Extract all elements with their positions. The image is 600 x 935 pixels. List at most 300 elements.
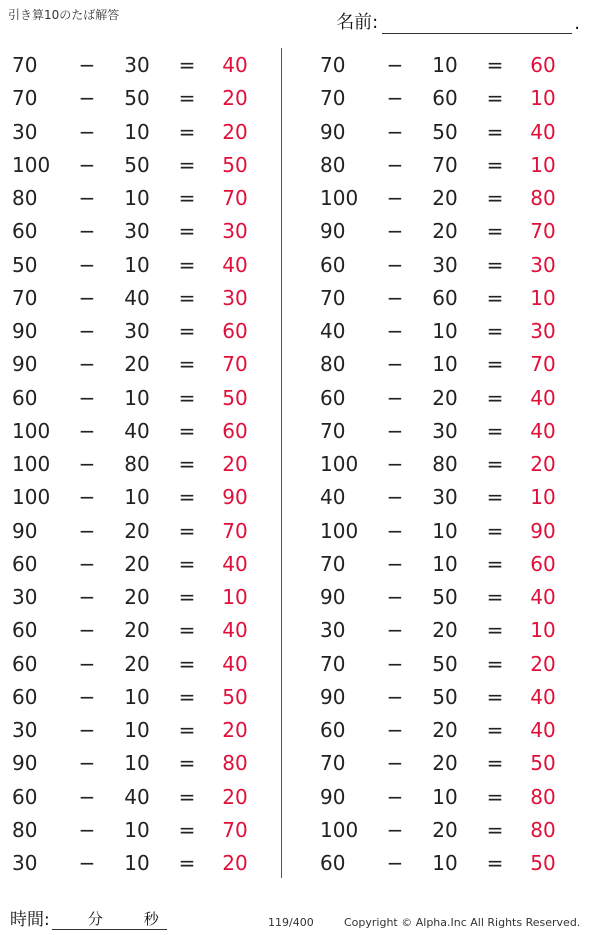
column-divider xyxy=(281,48,282,878)
minus-sign: − xyxy=(386,651,404,676)
equals-sign: = xyxy=(486,219,504,244)
equals-sign: = xyxy=(178,485,196,510)
problem-row xyxy=(12,847,262,880)
equals-sign: = xyxy=(178,186,196,210)
minus-sign: − xyxy=(78,219,96,244)
name-field xyxy=(336,8,580,34)
equals-sign: = xyxy=(178,651,196,676)
answer: 60 xyxy=(530,551,556,576)
problem-row xyxy=(320,249,570,282)
minuend: 60 xyxy=(320,718,346,742)
minus-sign: − xyxy=(386,751,404,776)
minuend: 60 xyxy=(320,385,346,410)
problem-row xyxy=(12,515,262,548)
minuend: 80 xyxy=(12,817,38,842)
problem-row xyxy=(320,781,570,814)
subtrahend: 20 xyxy=(124,618,150,643)
equals-sign: = xyxy=(178,152,196,177)
minus-sign: − xyxy=(78,618,96,643)
subtrahend: 30 xyxy=(124,219,150,244)
time-blank-line[interactable] xyxy=(52,909,167,930)
problem-row xyxy=(12,814,262,847)
subtrahend: 20 xyxy=(124,352,150,377)
problem-row xyxy=(12,681,262,714)
equals-sign: = xyxy=(486,53,504,77)
answer: 40 xyxy=(222,651,248,676)
answer: 20 xyxy=(530,651,556,676)
answer: 40 xyxy=(530,119,556,144)
problem-row xyxy=(12,481,262,514)
minuend: 90 xyxy=(12,751,38,776)
minuend: 40 xyxy=(320,485,346,510)
minuend: 30 xyxy=(12,718,38,742)
problem-row xyxy=(12,781,262,814)
minus-sign: − xyxy=(386,319,404,343)
minuend: 100 xyxy=(320,452,359,476)
answer: 40 xyxy=(530,385,556,410)
name-label: 名前: xyxy=(336,12,379,33)
minus-sign: − xyxy=(78,585,96,609)
subtrahend: 20 xyxy=(124,651,150,676)
problem-row xyxy=(320,448,570,481)
subtrahend: 20 xyxy=(432,186,458,210)
minuend: 50 xyxy=(12,252,38,277)
subtrahend: 10 xyxy=(432,352,458,377)
answer: 80 xyxy=(222,751,248,776)
minuend: 60 xyxy=(12,784,38,809)
minuend: 100 xyxy=(12,418,51,443)
subtrahend: 30 xyxy=(432,485,458,510)
answer: 70 xyxy=(222,186,248,210)
equals-sign: = xyxy=(178,252,196,277)
answer: 60 xyxy=(222,319,248,343)
problem-row xyxy=(12,149,262,182)
minus-sign: − xyxy=(386,86,404,111)
minus-sign: − xyxy=(386,684,404,709)
answer: 70 xyxy=(530,219,556,244)
minutes-label: 分 xyxy=(87,910,103,928)
equals-sign: = xyxy=(486,651,504,676)
seconds-label: 秒 xyxy=(143,910,159,928)
equals-sign: = xyxy=(178,319,196,343)
equals-sign: = xyxy=(178,684,196,709)
equals-sign: = xyxy=(486,518,504,543)
equals-sign: = xyxy=(178,418,196,443)
minus-sign: − xyxy=(386,152,404,177)
answer: 20 xyxy=(222,784,248,809)
equals-sign: = xyxy=(178,718,196,742)
minus-sign: − xyxy=(386,851,404,875)
minus-sign: − xyxy=(78,418,96,443)
equals-sign: = xyxy=(178,53,196,77)
equals-sign: = xyxy=(486,684,504,709)
subtrahend: 10 xyxy=(124,485,150,510)
minuend: 100 xyxy=(12,485,51,510)
problem-row xyxy=(320,49,570,82)
minuend: 70 xyxy=(320,651,346,676)
equals-sign: = xyxy=(486,817,504,842)
answer: 90 xyxy=(530,518,556,543)
problem-row xyxy=(12,215,262,248)
answer: 40 xyxy=(222,551,248,576)
problem-row xyxy=(320,348,570,381)
problem-row xyxy=(320,847,570,880)
minus-sign: − xyxy=(78,152,96,177)
subtrahend: 50 xyxy=(432,119,458,144)
problem-row xyxy=(12,747,262,780)
problem-row xyxy=(320,382,570,415)
subtrahend: 40 xyxy=(124,418,150,443)
problem-row xyxy=(12,315,262,348)
equals-sign: = xyxy=(178,751,196,776)
minus-sign: − xyxy=(78,751,96,776)
subtrahend: 10 xyxy=(432,851,458,875)
answer: 40 xyxy=(530,684,556,709)
equals-sign: = xyxy=(486,452,504,476)
problem-row xyxy=(12,116,262,149)
subtrahend: 10 xyxy=(124,252,150,277)
subtrahend: 50 xyxy=(432,585,458,609)
minuend: 30 xyxy=(12,119,38,144)
subtrahend: 30 xyxy=(124,319,150,343)
name-blank-line[interactable] xyxy=(382,15,572,34)
subtrahend: 10 xyxy=(124,385,150,410)
minus-sign: − xyxy=(78,53,96,77)
minus-sign: − xyxy=(78,684,96,709)
subtrahend: 10 xyxy=(124,751,150,776)
minus-sign: − xyxy=(78,119,96,144)
problem-row xyxy=(12,49,262,82)
minuend: 90 xyxy=(12,352,38,377)
minus-sign: − xyxy=(386,385,404,410)
problem-row xyxy=(320,681,570,714)
problem-row xyxy=(320,747,570,780)
subtrahend: 20 xyxy=(432,817,458,842)
answer: 20 xyxy=(530,452,556,476)
equals-sign: = xyxy=(486,119,504,144)
equals-sign: = xyxy=(486,186,504,210)
minuend: 90 xyxy=(12,518,38,543)
equals-sign: = xyxy=(486,585,504,609)
answer: 10 xyxy=(530,152,556,177)
answer: 80 xyxy=(530,784,556,809)
minuend: 60 xyxy=(12,618,38,643)
minus-sign: − xyxy=(386,485,404,510)
problem-row xyxy=(12,448,262,481)
subtrahend: 20 xyxy=(124,585,150,609)
subtrahend: 10 xyxy=(124,186,150,210)
subtrahend: 40 xyxy=(124,784,150,809)
minus-sign: − xyxy=(386,784,404,809)
copyright-notice: Copyright © Alpha.Inc All Rights Reserved. xyxy=(344,916,581,929)
equals-sign: = xyxy=(178,86,196,111)
minuend: 70 xyxy=(12,86,38,111)
answer: 30 xyxy=(530,319,556,343)
answer: 10 xyxy=(222,585,248,609)
equals-sign: = xyxy=(486,319,504,343)
minuend: 100 xyxy=(320,817,359,842)
problem-row xyxy=(12,581,262,614)
answer: 70 xyxy=(222,518,248,543)
equals-sign: = xyxy=(178,551,196,576)
subtrahend: 30 xyxy=(124,53,150,77)
minus-sign: − xyxy=(386,452,404,476)
equals-sign: = xyxy=(178,518,196,543)
time-field xyxy=(10,905,167,930)
minus-sign: − xyxy=(78,186,96,210)
equals-sign: = xyxy=(486,485,504,510)
minuend: 90 xyxy=(320,684,346,709)
minuend: 70 xyxy=(320,418,346,443)
subtrahend: 50 xyxy=(124,86,150,111)
equals-sign: = xyxy=(486,851,504,875)
minuend: 90 xyxy=(320,585,346,609)
minuend: 80 xyxy=(320,152,346,177)
minus-sign: − xyxy=(78,651,96,676)
answer: 40 xyxy=(222,252,248,277)
problem-row xyxy=(12,282,262,315)
problem-row xyxy=(320,614,570,647)
minus-sign: − xyxy=(386,551,404,576)
minus-sign: − xyxy=(78,851,96,875)
minuend: 80 xyxy=(12,186,38,210)
equals-sign: = xyxy=(178,352,196,377)
equals-sign: = xyxy=(178,784,196,809)
equals-sign: = xyxy=(178,851,196,875)
minus-sign: − xyxy=(78,518,96,543)
problem-row xyxy=(320,116,570,149)
answer: 90 xyxy=(222,485,248,510)
minus-sign: − xyxy=(386,618,404,643)
answer: 20 xyxy=(222,452,248,476)
subtrahend: 10 xyxy=(124,119,150,144)
minuend: 100 xyxy=(320,186,359,210)
subtrahend: 60 xyxy=(432,86,458,111)
problem-row xyxy=(12,249,262,282)
minus-sign: − xyxy=(78,352,96,377)
minuend: 30 xyxy=(12,851,38,875)
subtrahend: 10 xyxy=(432,784,458,809)
answer: 80 xyxy=(530,186,556,210)
problem-row xyxy=(320,215,570,248)
equals-sign: = xyxy=(486,751,504,776)
subtrahend: 10 xyxy=(432,53,458,77)
minuend: 70 xyxy=(320,551,346,576)
equals-sign: = xyxy=(486,618,504,643)
problem-row xyxy=(320,814,570,847)
equals-sign: = xyxy=(486,418,504,443)
subtrahend: 30 xyxy=(432,252,458,277)
answer: 30 xyxy=(530,252,556,277)
minus-sign: − xyxy=(386,817,404,842)
equals-sign: = xyxy=(486,152,504,177)
problem-row xyxy=(12,714,262,747)
minuend: 70 xyxy=(320,285,346,310)
minuend: 90 xyxy=(320,219,346,244)
minuend: 60 xyxy=(12,651,38,676)
minus-sign: − xyxy=(78,485,96,510)
answer: 70 xyxy=(530,352,556,377)
answer: 30 xyxy=(222,285,248,310)
minuend: 70 xyxy=(320,86,346,111)
subtrahend: 60 xyxy=(432,285,458,310)
minuend: 100 xyxy=(320,518,359,543)
equals-sign: = xyxy=(178,119,196,144)
answer: 20 xyxy=(222,86,248,111)
minus-sign: − xyxy=(386,418,404,443)
minuend: 90 xyxy=(12,319,38,343)
answer: 10 xyxy=(530,618,556,643)
equals-sign: = xyxy=(178,817,196,842)
minus-sign: − xyxy=(386,352,404,377)
subtrahend: 10 xyxy=(124,851,150,875)
minus-sign: − xyxy=(78,385,96,410)
problem-row xyxy=(12,415,262,448)
worksheet-title: 引き算10のたば解答 xyxy=(8,8,120,22)
subtrahend: 20 xyxy=(432,751,458,776)
equals-sign: = xyxy=(486,385,504,410)
answer: 60 xyxy=(530,53,556,77)
minuend: 90 xyxy=(320,784,346,809)
subtrahend: 20 xyxy=(432,385,458,410)
minus-sign: − xyxy=(386,53,404,77)
equals-sign: = xyxy=(178,585,196,609)
equals-sign: = xyxy=(486,718,504,742)
subtrahend: 10 xyxy=(432,518,458,543)
answer: 40 xyxy=(222,53,248,77)
answer: 20 xyxy=(222,119,248,144)
minus-sign: − xyxy=(78,551,96,576)
problem-row xyxy=(320,182,570,215)
answer: 10 xyxy=(530,485,556,510)
answer: 50 xyxy=(222,385,248,410)
equals-sign: = xyxy=(178,285,196,310)
subtrahend: 20 xyxy=(124,518,150,543)
equals-sign: = xyxy=(178,385,196,410)
minus-sign: − xyxy=(78,285,96,310)
answer: 40 xyxy=(530,718,556,742)
subtrahend: 50 xyxy=(432,684,458,709)
equals-sign: = xyxy=(486,285,504,310)
minus-sign: − xyxy=(78,718,96,742)
answer: 80 xyxy=(530,817,556,842)
answer: 50 xyxy=(530,851,556,875)
subtrahend: 10 xyxy=(124,684,150,709)
answer: 60 xyxy=(222,418,248,443)
equals-sign: = xyxy=(486,352,504,377)
minus-sign: − xyxy=(78,319,96,343)
equals-sign: = xyxy=(178,618,196,643)
problem-row xyxy=(12,382,262,415)
minus-sign: − xyxy=(78,452,96,476)
minuend: 60 xyxy=(12,684,38,709)
answer: 10 xyxy=(530,285,556,310)
answer: 70 xyxy=(222,817,248,842)
answer: 50 xyxy=(222,152,248,177)
subtrahend: 20 xyxy=(432,718,458,742)
subtrahend: 20 xyxy=(432,219,458,244)
minus-sign: − xyxy=(386,585,404,609)
problem-row xyxy=(12,182,262,215)
problem-row xyxy=(320,515,570,548)
minuend: 60 xyxy=(320,252,346,277)
subtrahend: 70 xyxy=(432,152,458,177)
problem-row xyxy=(12,348,262,381)
problem-row xyxy=(320,82,570,115)
minus-sign: − xyxy=(386,119,404,144)
minuend: 60 xyxy=(12,551,38,576)
subtrahend: 10 xyxy=(432,551,458,576)
subtrahend: 20 xyxy=(124,551,150,576)
minuend: 60 xyxy=(320,851,346,875)
problem-row xyxy=(12,614,262,647)
subtrahend: 40 xyxy=(124,285,150,310)
minuend: 100 xyxy=(12,152,51,177)
answer: 20 xyxy=(222,718,248,742)
minuend: 70 xyxy=(320,751,346,776)
answer: 50 xyxy=(530,751,556,776)
subtrahend: 10 xyxy=(124,718,150,742)
minus-sign: − xyxy=(78,86,96,111)
answer: 40 xyxy=(530,585,556,609)
answer: 40 xyxy=(530,418,556,443)
answer: 50 xyxy=(222,684,248,709)
problem-row xyxy=(320,481,570,514)
minus-sign: − xyxy=(386,285,404,310)
minus-sign: − xyxy=(386,186,404,210)
minuend: 70 xyxy=(12,285,38,310)
minuend: 90 xyxy=(320,119,346,144)
equals-sign: = xyxy=(486,551,504,576)
subtrahend: 50 xyxy=(432,651,458,676)
problem-row xyxy=(320,714,570,747)
problem-row xyxy=(12,648,262,681)
subtrahend: 10 xyxy=(124,817,150,842)
subtrahend: 80 xyxy=(124,452,150,476)
answer: 30 xyxy=(222,219,248,244)
problem-row xyxy=(320,315,570,348)
answer: 20 xyxy=(222,851,248,875)
subtrahend: 30 xyxy=(432,418,458,443)
minuend: 100 xyxy=(12,452,51,476)
subtrahend: 10 xyxy=(432,319,458,343)
problem-row xyxy=(320,415,570,448)
subtrahend: 20 xyxy=(432,618,458,643)
minuend: 60 xyxy=(12,219,38,244)
equals-sign: = xyxy=(178,452,196,476)
answer: 70 xyxy=(222,352,248,377)
equals-sign: = xyxy=(486,784,504,809)
answer: 10 xyxy=(530,86,556,111)
problem-row xyxy=(320,648,570,681)
problem-row xyxy=(320,282,570,315)
minus-sign: − xyxy=(78,252,96,277)
minus-sign: − xyxy=(386,518,404,543)
minuend: 30 xyxy=(12,585,38,609)
subtrahend: 50 xyxy=(124,152,150,177)
minus-sign: − xyxy=(386,718,404,742)
problem-row xyxy=(320,581,570,614)
equals-sign: = xyxy=(486,86,504,111)
minus-sign: − xyxy=(386,219,404,244)
minuend: 80 xyxy=(320,352,346,377)
page-number: 119/400 xyxy=(268,916,314,929)
problem-row xyxy=(320,548,570,581)
minus-sign: − xyxy=(78,784,96,809)
minuend: 60 xyxy=(12,385,38,410)
minuend: 70 xyxy=(320,53,346,77)
time-label: 時間: xyxy=(10,910,50,930)
